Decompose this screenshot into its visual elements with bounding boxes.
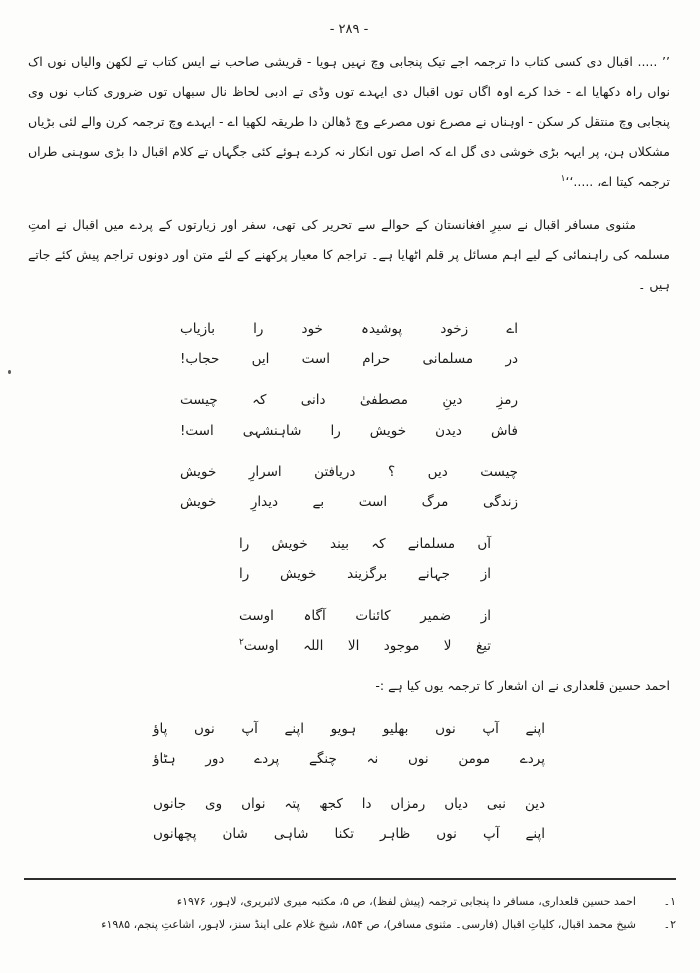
footnote-text: شیخ محمد اقبال، کلیاتِ اقبال (فارسی۔ مثنوی مسافر)، ص ۸۵۴، شیخ غلام علی اینڈ سنز، لاہور، اشاعتِ پنجم، ۱۹۸۵ء <box>101 918 636 932</box>
verse-couplet <box>180 457 518 518</box>
verse-couplet <box>239 529 491 590</box>
footnote-separator <box>24 878 676 880</box>
page-content <box>28 37 670 889</box>
verse-line: از ضمیر کائنات آگاہ اوست <box>239 607 491 624</box>
verse-line: رمزِ دینِ مصطفیٰ دانی کہ چیست <box>180 392 518 409</box>
footnote-text: احمد حسین قلعداری، مسافر دا پنجابی ترجمہ (پیش لفظ)، ص ۵، مکتبہ میری لائبریری، لاہور، ۱۹۷۶ء <box>176 895 636 908</box>
translator-intro-line: احمد حسین قلعداری نے ان اشعار کا ترجمہ یوں کیا ہے :- <box>375 678 670 694</box>
verse-line: از جہانے برگزیند خویش را <box>239 566 491 583</box>
scan-artifact-dot <box>8 370 11 374</box>
footnote-marker: ۲۔ <box>663 918 676 932</box>
persian-verse-section <box>28 314 670 662</box>
intro-paragraph: مثنوی مسافر اقبال نے سیرِ افغانستان کے حوالے سے تحریر کی تھی، سفر اور زیارتوں کے پردے میں اقبال نے امتِ مسلمہ کی راہنمائی کے لیے اہم مسائل پر قلم اٹھایا ہے۔ تراجم کا معیار پرکھنے کے لئے متن اور دونوں تراجم پیش کئے جاتے ہیں ۔ <box>28 216 670 292</box>
verse-line: زندگی مرگ است بے دیدارِ خویش <box>180 494 518 511</box>
verse-line: پردے مومن نوں نہ چنگے پردے دور ہٹاؤ <box>153 751 545 768</box>
verse-couplet <box>153 714 545 775</box>
punjabi-verse-section <box>28 714 670 850</box>
quote-text: ’’ ..... اقبال دی کسی کتاب دا ترجمہ اجے تیک پنجابی وچ نہیں ہویا - قریشی صاحب نے ایس کتاب تے لکھن والیاں نوں اک نواں راہ دکھایا اے - خدا کرے اوہ اگاں توں اقبال دی ایہدے توں وڈی تے ادبی لحاظ نال سبھاں توں ضروری کتاب نوں وی پنجابی وچ منتقل کر سکن - اوہناں نے مصرع نوں مصرعے وچ ڈھالن دا طریقہ لکھیا اے - ایہدے وچ ترجمہ کرن والے لئی بڑیاں مشکلاں ہن، پر ایہہ بڑی خوشی دی گل اے کہ اصل توں انکار نہ کردے ہوئے کئی جگہاں تے کلام اقبال دا بڑی سوہنی طراں ترجمہ کیتا اے، .....‘‘ <box>28 54 670 189</box>
verse-line: چیست دیں ؟ دریافتن اسرارِ خویش <box>180 464 518 480</box>
footnote-item <box>24 890 676 913</box>
quote-paragraph <box>28 47 670 197</box>
verse-couplet <box>180 314 518 375</box>
verse-line <box>239 631 491 661</box>
page-number: - ۲۸۹ - <box>329 22 369 37</box>
verse-couplet <box>239 601 491 662</box>
footnotes-section <box>24 878 676 936</box>
verse-line: آں مسلمانے کہ بیند خویش را <box>239 535 491 552</box>
verse-line: در مسلمانی حرام است ایں حجاب! <box>180 350 518 367</box>
footnote-item <box>24 913 676 936</box>
footnote-ref-1: ۱ <box>560 173 566 184</box>
footnote-marker: ۱۔ <box>663 895 676 908</box>
verse-couplet <box>153 789 545 850</box>
verse-line: اے زخود پوشیدہ خود را بازیاب <box>180 320 518 337</box>
footnote-ref-2: ۲ <box>239 637 244 648</box>
verse-line-text: تیغ لا موجود الا اللہ اوست <box>243 637 491 654</box>
verse-line: فاش دیدن خویش را شاہنشہی است! <box>180 422 518 439</box>
verse-line: اپنے آپ نوں ظاہر تکنا شاہی شان پچھانوں <box>153 825 545 842</box>
verse-line: اپنے آپ نوں بھلیو ہویو اپنے آپ نوں پاؤ <box>153 720 545 737</box>
verse-couplet <box>180 385 518 446</box>
verse-line: دین نبی دیاں رمزاں دا کجھ پتہ نواں وی جانوں <box>153 795 545 812</box>
